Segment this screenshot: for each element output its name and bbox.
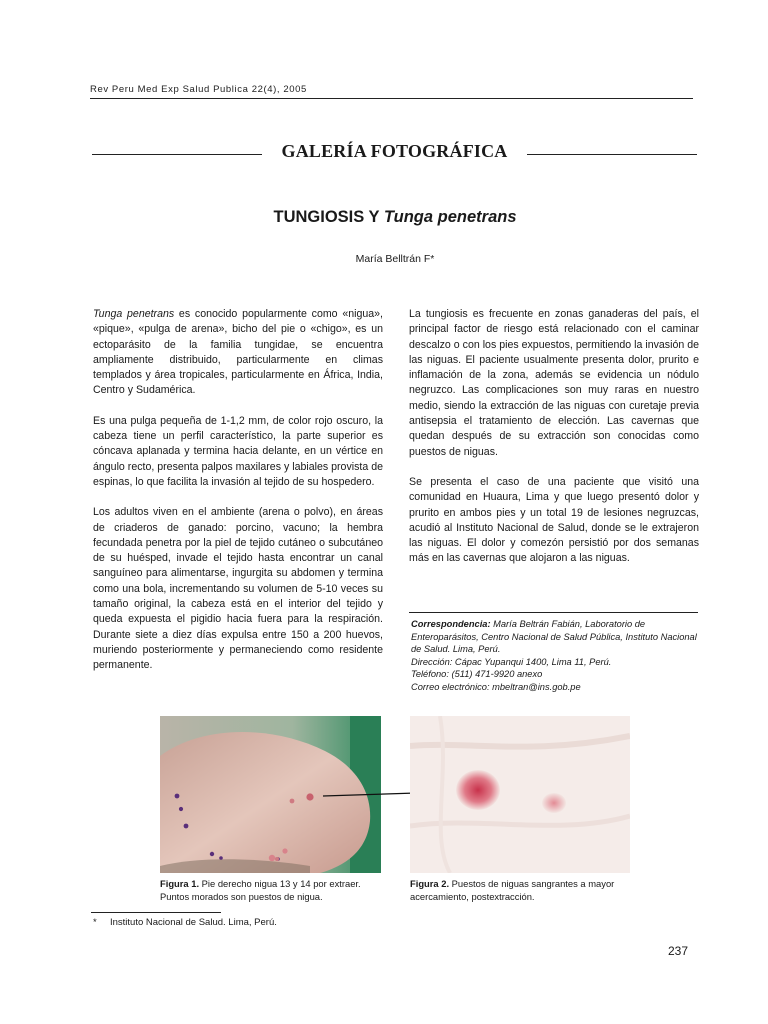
article-title — [0, 208, 768, 227]
figure-2-photo — [410, 716, 630, 873]
footnote-rule — [91, 912, 221, 913]
figure-1-caption-text: Pie derecho nigua 13 y 14 por extraer. Puntos morados son puestos de nigua. — [160, 878, 361, 902]
footnote-mark: * — [93, 917, 97, 928]
footnote-text: Instituto Nacional de Salud. Lima, Perú. — [110, 917, 277, 928]
correspondence-address: Dirección: Cápac Yupanqui 1400, Lima 11, Perú. — [411, 656, 612, 667]
right-column — [409, 307, 699, 582]
right-paragraph-1: La tungiosis es frecuente en zonas ganaderas del país, el principal factor de riesgo está relacionado con el caminar descalzo o con los pies expuestos, permitiendo la invasión de las niguas. El paciente usualmente presenta dolor, prurito e inflamación de la zona, además se evidencia un nódulo negruzco. Las complicaciones son muy raras en nuestro medio, siendo la extracción de las niguas con curetaje previa antisepsia el tratamiento de elección. Las cavernas que quedan después de su extracción son conocidas como puestos de niguas. — [409, 308, 699, 458]
right-paragraph-2: Se presenta el caso de una paciente que visitó una comunidad en Huaura, Lima y que luego presentó dolor y prurito en ambos pies y un total 19 de lesiones negruzcas, acudió al Instituto Nacional de Salud, donde se le extrajeron las niguas. El dolor y comezón persistió por dos semanas más en las cavernas que alojaron a las niguas. — [409, 475, 699, 565]
left-paragraph-2: Es una pulga pequeña de 1-1,2 mm, de color rojo oscuro, la cabeza tiene un perfil característico, la parte superior es cóncava aplanada y termina hacia delante, en un vértice en ángulo recto, presenta palpos maxilares y labiales provista de espinas, lo que facilita la invasión al tejido de su hospedero. — [93, 414, 383, 488]
article-title-italic: Tunga penetrans — [383, 208, 517, 226]
figure-2-caption-text: Puestos de niguas sangrantes a mayor acercamiento, postextracción. — [410, 878, 615, 902]
page-number: 237 — [668, 944, 689, 958]
correspondence-affiliation: María Beltrán Fabián, Laboratorio de Enteroparásitos, Centro Nacional de Salud Pública, Instituto Nacional de Salud. Lima, Perú. — [411, 619, 697, 655]
figure-1-caption — [160, 878, 382, 904]
correspondence-email: Correo electrónico: mbeltran@ins.gob.pe — [411, 681, 581, 692]
left-paragraph-1-text: es conocido popularmente como «nigua», «pique», «pulga de arena», bicho del pie o «chigo», es un ectoparásito de la familia tungidae, se encuentra ampliamente distribuido, particularmente en climas templados y área tropicales, particularmente en África, India, Centro y Sudamérica. — [93, 308, 383, 397]
correspondence-label: Correspondencia: — [411, 619, 491, 629]
section-title: GALERÍA FOTOGRÁFICA — [281, 141, 508, 161]
section-rule-right — [527, 154, 697, 155]
figure-2-label: Figura 2. — [410, 878, 450, 889]
correspondence-line-1 — [411, 618, 701, 656]
correspondence-phone: Teléfono: (511) 471-9920 anexo — [411, 669, 543, 680]
figure-1-label: Figura 1. — [160, 878, 200, 889]
left-column — [93, 307, 383, 689]
author-line: María Belltrán F* — [355, 253, 435, 265]
left-paragraph-1 — [93, 307, 383, 399]
running-header: Rev Peru Med Exp Salud Publica 22(4), 2005 — [90, 84, 307, 95]
left-paragraph-3: Los adultos viven en el ambiente (arena o polvo), en áreas de criaderos de ganado: porcino, vacuno; la hembra fecundada penetra por la piel de tejido cutáneo o subcutáneo de su huésped, invade el tejido hasta encontrar un canal sanguíneo para alimentarse, ingurgita su abdomen y termina como una bola, incrementando su volumen de 5-10 veces su tamaño original, la cabeza está en el interior del tejido y queda expuesta el pigidio hacia fuera para la respiración. Durante siete a diez días expulsa entre 150 a 200 huevos, muriendo posteriormente y permaneciendo como residente permanente. — [93, 506, 383, 672]
correspondence-rule — [409, 612, 698, 613]
species-name: Tunga penetrans — [93, 308, 175, 320]
correspondence-block — [411, 618, 701, 694]
article-title-plain: TUNGIOSIS Y — [273, 208, 380, 226]
figure-2-caption — [410, 878, 635, 904]
header-rule — [90, 98, 693, 99]
footnote — [93, 917, 393, 928]
section-rule-left — [92, 154, 262, 155]
closeup-photo-illustration — [410, 716, 630, 873]
